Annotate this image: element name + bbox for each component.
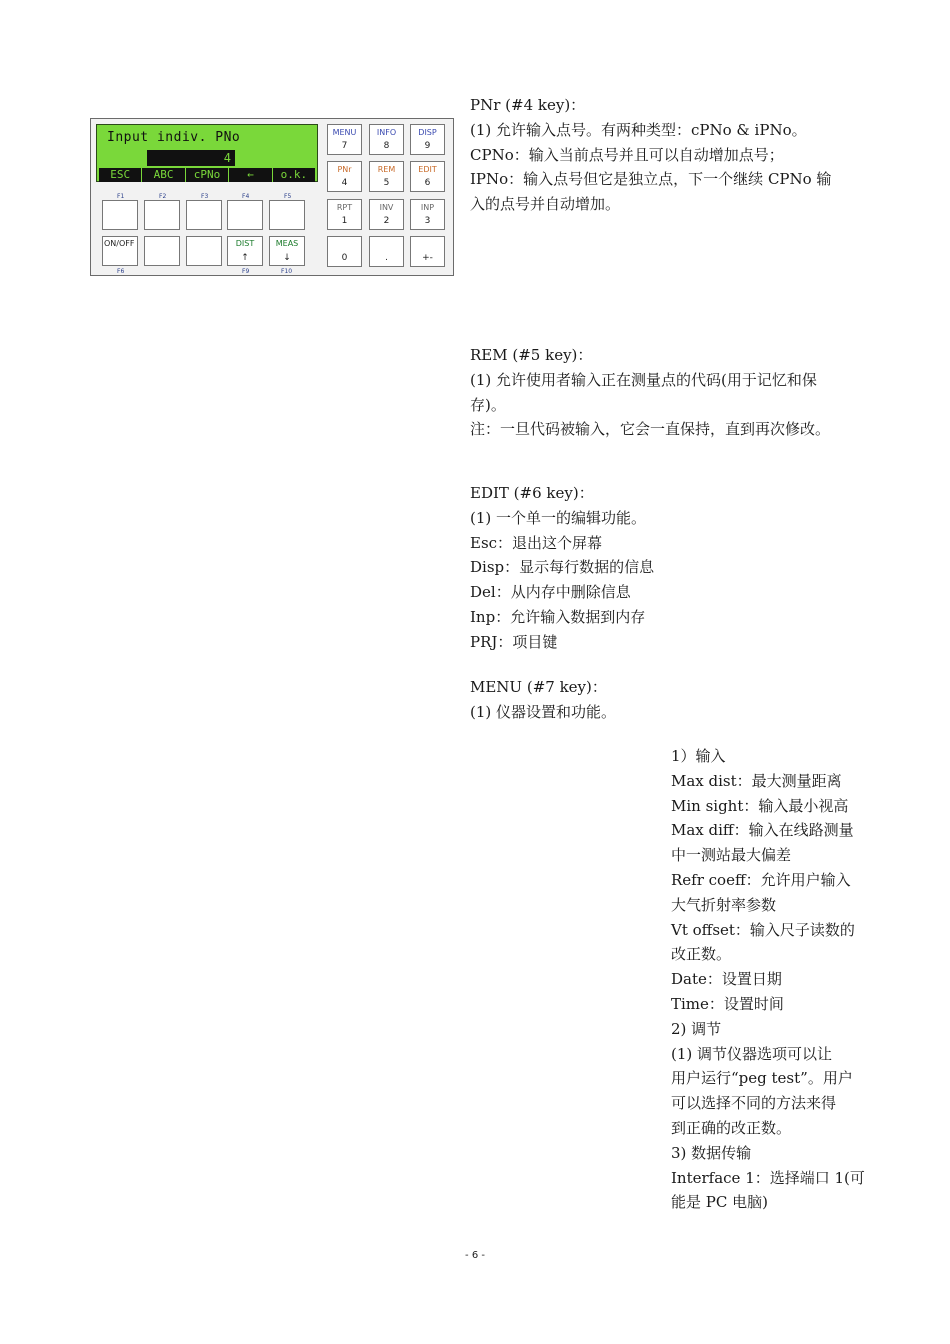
disp-key <box>410 124 445 155</box>
f4-label: F4 <box>242 193 250 200</box>
menu-detail-line: 到正确的改正数。 <box>671 1118 792 1137</box>
menu-detail-section <box>671 744 865 1215</box>
rem-key-label: REM <box>377 165 396 174</box>
dist-key-label: DIST <box>235 239 255 248</box>
page-number: - 6 - <box>465 1250 485 1261</box>
function-key-f4 <box>227 200 263 230</box>
function-key-f3 <box>186 200 222 230</box>
menu-detail-line: 用户运行“peg test”。用户 <box>671 1069 853 1088</box>
pnr-line: IPNo：输入点号但它是独立点，下一个继续 CPNo 输 <box>470 170 832 189</box>
softkey-cpno: cPNo <box>186 168 229 182</box>
rem-line: 存)。 <box>470 395 506 414</box>
rpt-key <box>327 199 362 230</box>
dist-key <box>227 236 263 266</box>
pnr-line: CPNo：输入当前点号并且可以自动增加点号； <box>470 145 784 164</box>
edit-key-label: EDIT <box>418 165 437 174</box>
menu-detail-line: 2) 调节 <box>671 1019 722 1038</box>
rem-key-digit: 5 <box>383 178 390 188</box>
inp-key-digit: 3 <box>424 216 431 226</box>
rpt-key-label: RPT <box>336 203 353 212</box>
info-key <box>369 124 404 155</box>
function-key-f2 <box>144 200 180 230</box>
inv-key <box>369 199 404 230</box>
meas-key-label: MEAS <box>275 239 299 248</box>
pnr-line: (1) 允许输入点号。有两种类型：cPNo & iPNo。 <box>470 120 807 139</box>
menu-detail-line: Max diff：输入在线路测量 <box>671 821 854 840</box>
f9-label: F9 <box>242 268 250 275</box>
rem-line: (1) 允许使用者输入正在测量点的代码(用于记忆和保 <box>470 370 817 389</box>
menu-detail-line: Max dist：最大测量距离 <box>671 771 842 790</box>
edit-line: (1) 一个单一的编辑功能。 <box>470 508 647 527</box>
rem-heading: REM (#5 key)： <box>470 346 593 364</box>
pnr-heading: PNr (#4 key)： <box>470 96 586 114</box>
pnr-key-digit: 4 <box>341 178 348 188</box>
softkey-backspace: ← <box>229 168 272 182</box>
f6-label: F6 <box>117 268 125 275</box>
menu-detail-line: (1) 调节仪器选项可以让 <box>671 1044 833 1063</box>
softkey-ok: o.k. <box>273 168 315 182</box>
edit-section <box>470 481 862 655</box>
edit-line: Inp：允许输入数据到内存 <box>470 607 646 626</box>
rem-key <box>369 161 404 192</box>
edit-key-digit: 6 <box>424 178 431 188</box>
edit-line: Esc：退出这个屏幕 <box>470 533 603 552</box>
f5-label: F5 <box>284 193 292 200</box>
pnr-line: 入的点号并自动增加。 <box>470 195 621 214</box>
function-key-f5 <box>269 200 305 230</box>
zero-key <box>327 236 362 267</box>
decimal-key-digit: . <box>385 253 388 263</box>
disp-key-label: DISP <box>418 128 437 137</box>
arrow-up-icon: ↑ <box>241 253 249 263</box>
function-key-f1 <box>102 200 138 230</box>
pnr-key <box>327 161 362 192</box>
menu-detail-line: Time：设置时间 <box>671 994 784 1013</box>
menu-key-digit: 7 <box>341 141 348 151</box>
inv-key-digit: 2 <box>383 216 390 226</box>
lcd-cursor <box>233 150 235 166</box>
decimal-key <box>369 236 404 267</box>
menu-detail-line: 大气折射率参数 <box>671 895 777 914</box>
menu-key-label: MENU <box>332 128 357 137</box>
menu-section <box>470 675 862 725</box>
menu-detail-line: Refr coeff：允许用户输入 <box>671 870 851 889</box>
menu-detail-line: 改正数。 <box>671 945 732 964</box>
arrow-down-icon: ↓ <box>283 253 291 263</box>
menu-detail-line: Date：设置日期 <box>671 970 782 989</box>
on-off-key-label: ON/OFF <box>104 239 135 248</box>
info-key-digit: 8 <box>383 141 390 151</box>
edit-line: Disp：显示每行数据的信息 <box>470 558 655 577</box>
inp-key-label: INP <box>420 203 435 212</box>
pnr-key-label: PNr <box>337 165 352 174</box>
sign-key-digit: +- <box>422 253 433 263</box>
info-key-label: INFO <box>376 128 397 137</box>
lcd-title: Input indiv. PNo <box>107 130 241 145</box>
sign-key <box>410 236 445 267</box>
edit-key <box>410 161 445 192</box>
rpt-key-digit: 1 <box>341 216 348 226</box>
menu-detail-line: Vt offset：输入尺子读数的 <box>671 920 855 939</box>
zero-key-digit: 0 <box>341 253 348 263</box>
f1-label: F1 <box>117 193 125 200</box>
rem-line: 注：一旦代码被输入，它会一直保持，直到再次修改。 <box>470 420 831 439</box>
disp-key-digit: 9 <box>424 141 431 151</box>
edit-heading: EDIT (#6 key)： <box>470 484 594 502</box>
menu-detail-line: 1）输入 <box>671 747 726 765</box>
menu-detail-line: Interface 1：选择端口 1(可 <box>671 1168 865 1187</box>
f10-label: F10 <box>281 268 293 275</box>
on-off-key <box>102 236 138 266</box>
menu-detail-line: 可以选择不同的方法来得 <box>671 1094 837 1113</box>
menu-heading: MENU (#7 key)： <box>470 678 607 696</box>
f2-label: F2 <box>159 193 167 200</box>
lcd-display <box>96 124 318 182</box>
edit-line: Del：从内存中删除信息 <box>470 583 631 602</box>
edit-line: PRJ：项目键 <box>470 632 558 651</box>
softkey-abc: ABC <box>142 168 185 182</box>
softkey-esc: ESC <box>99 168 142 182</box>
menu-detail-line: 3) 数据传输 <box>671 1143 752 1162</box>
function-key-blank-2 <box>186 236 222 266</box>
menu-key <box>327 124 362 155</box>
inp-key <box>410 199 445 230</box>
meas-key <box>269 236 305 266</box>
lcd-softkey-bar <box>99 168 315 182</box>
lcd-input-field: 4 <box>147 150 233 166</box>
f3-label: F3 <box>201 193 209 200</box>
level-keypad-figure <box>90 118 454 276</box>
menu-detail-line: 中一测站最大偏差 <box>671 846 792 865</box>
rem-section <box>470 343 862 442</box>
menu-detail-line: 能是 PC 电脑) <box>671 1193 768 1212</box>
function-key-blank-1 <box>144 236 180 266</box>
menu-detail-line: Min sight：输入最小视高 <box>671 796 849 815</box>
pnr-section <box>470 93 862 217</box>
inv-key-label: INV <box>379 203 394 212</box>
menu-line: (1) 仪器设置和功能。 <box>470 702 617 721</box>
